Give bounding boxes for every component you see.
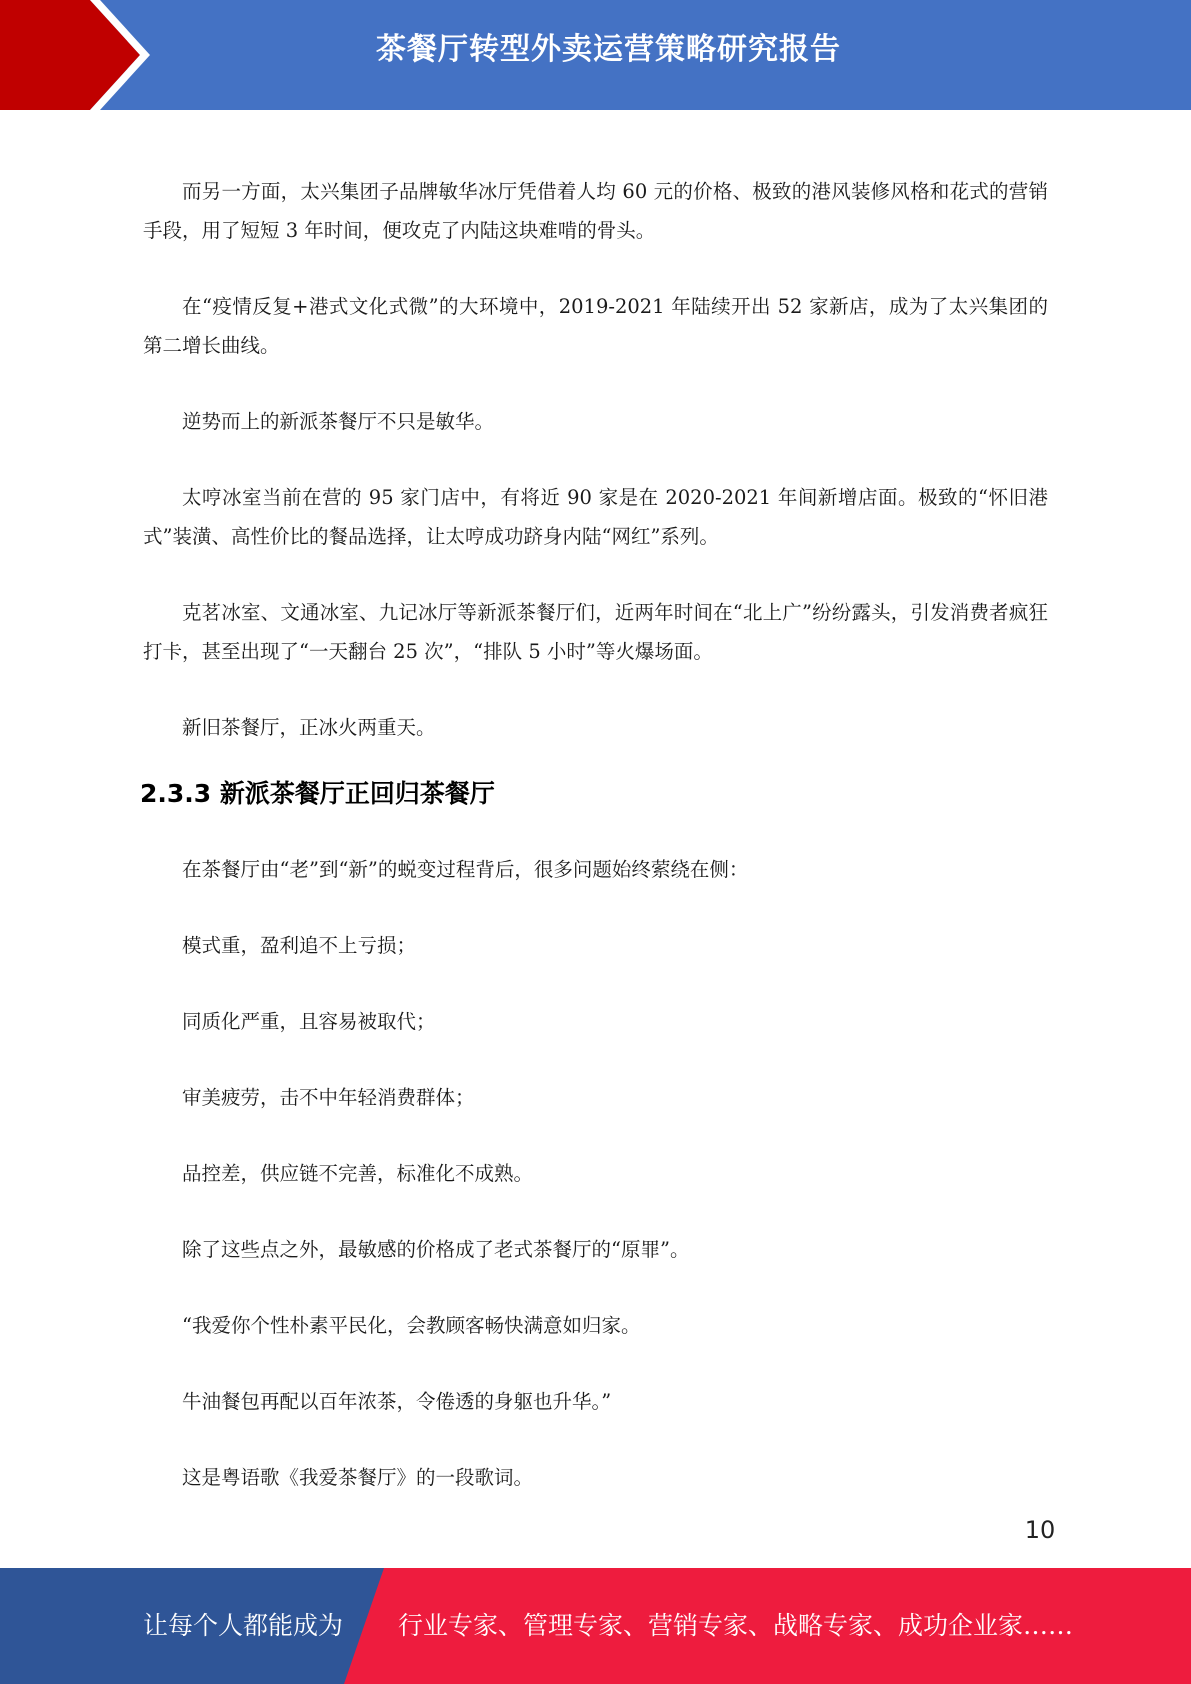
paragraph: “我爱你个性朴素平民化，会教顾客畅快满意如归家。 — [182, 1314, 641, 1337]
paragraph: 牛油餐包再配以百年浓茶，令倦透的身躯也升华。” — [182, 1390, 612, 1413]
page-footer — [0, 1568, 1191, 1684]
paragraph: 在“疫情反复+港式文化式微”的大环境中，2019-2021 年陆续开出 52 家新店，成为了太兴集团的第二增长曲线。 — [143, 295, 1048, 357]
document-body — [140, 172, 1048, 1534]
page-number: 10 — [1024, 1516, 1056, 1544]
paragraph: 除了这些点之外，最敏感的价格成了老式茶餐厅的“原罪”。 — [182, 1238, 690, 1261]
paragraph: 品控差，供应链不完善，标准化不成熟。 — [182, 1162, 534, 1185]
page-header — [0, 0, 1191, 110]
paragraph: 逆势而上的新派茶餐厅不只是敏华。 — [182, 410, 495, 433]
footer-roles: 行业专家、管理专家、营销专家、战略专家、成功企业家…… — [398, 1611, 1074, 1640]
paragraph: 审美疲劳，击不中年轻消费群体； — [182, 1086, 475, 1109]
paragraph: 在茶餐厅由“老”到“新”的蜕变过程背后，很多问题始终萦绕在侧： — [182, 858, 749, 881]
paragraph: 太哼冰室当前在营的 95 家门店中，有将近 90 家是在 2020-2021 年间新增店面。极致的“怀旧港式”装潢、高性价比的餐品选择，让太哼成功跻身内陆“网红”系列。 — [143, 486, 1048, 548]
section-heading: 2.3.3 新派茶餐厅正回归茶餐厅 — [140, 779, 495, 808]
paragraph: 模式重，盈利追不上亏损； — [182, 934, 417, 957]
paragraph: 新旧茶餐厅，正冰火两重天。 — [182, 716, 436, 739]
footer-tagline: 让每个人都能成为 — [143, 1611, 344, 1640]
paragraph: 而另一方面，太兴集团子品牌敏华冰厅凭借着人均 60 元的价格、极致的港风装修风格和花式的营销手段，用了短短 3 年时间，便攻克了内陆这块难啃的骨头。 — [143, 180, 1048, 242]
paragraph: 这是粤语歌《我爱茶餐厅》的一段歌词。 — [182, 1466, 534, 1489]
paragraph: 克茗冰室、文通冰室、九记冰厅等新派茶餐厅们，近两年时间在“北上广”纷纷露头，引发消费者疯狂打卡，甚至出现了“一天翻台 25 次”，“排队 5 小时”等火爆场面。 — [143, 601, 1048, 663]
paragraph: 同质化严重，且容易被取代； — [182, 1010, 436, 1033]
report-title: 茶餐厅转型外卖运营策略研究报告 — [376, 32, 841, 67]
